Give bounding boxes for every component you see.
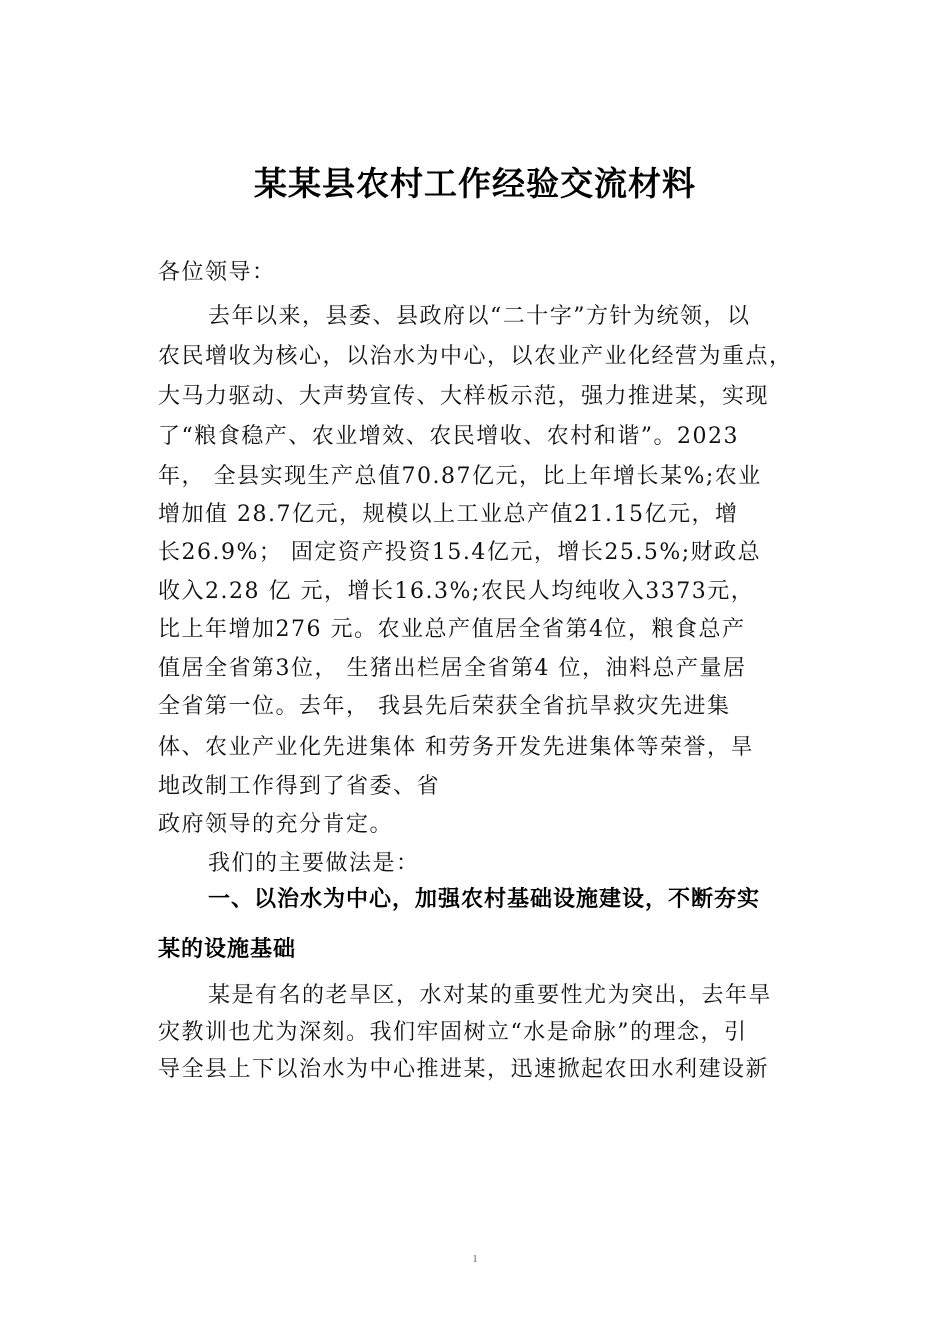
section-heading: 一、以治水为中心，加强农村基础设施建设，不断夯实 [208, 887, 761, 912]
paragraph-line: 农民增收为核心，以治水为中心，以农业产业化经营为重点， [158, 344, 793, 369]
section-heading: 某的设施基础 [158, 937, 297, 962]
paragraph-line: 政府领导的充分肯定。 [158, 812, 394, 837]
document-title: 某某县农村工作经验交流材料 [254, 164, 696, 203]
paragraph-line: 灾教训也尤为深刻。我们牢固树立“水是命脉”的理念，引 [158, 1020, 748, 1045]
intro-line: 我们的主要做法是： [208, 851, 420, 876]
paragraph-line: 增加值 28.7亿元，规模以上工业总产值21.15亿元，增 [158, 502, 739, 527]
paragraph-line: 比上年增加276 元。农业总产值居全省第4位，粮食总产 [158, 617, 746, 642]
paragraph-line: 值居全省第3位， 生猪出栏居全省第4 位，油料总产量居 [158, 656, 747, 681]
salutation: 各位领导： [158, 260, 276, 285]
paragraph-line: 全省第一位。去年， 我县先后荣获全省抗旱救灾先进集 [158, 694, 731, 719]
paragraph-line: 收入2.28 亿 元，增长16.3%;农民人均纯收入3373元， [158, 579, 755, 604]
paragraph-line: 去年以来，县委、县政府以“二十字”方针为统领，以 [208, 304, 751, 329]
paragraph-line: 年， 全县实现生产总值70.87亿元，比上年增长某%;农业 [158, 464, 762, 489]
paragraph-line: 地改制工作得到了省委、省 [158, 774, 441, 799]
page-number: 1 [472, 1254, 478, 1265]
paragraph-line: 体、农业产业化先进集体 和劳务开发先进集体等荣誉，旱 [158, 735, 754, 760]
paragraph-line: 某是有名的老旱区，水对某的重要性尤为突出，去年旱 [208, 983, 773, 1008]
paragraph-line: 导全县上下以治水为中心推进某，迅速掀起农田水利建设新 [158, 1057, 770, 1082]
paragraph-line: 长26.9%； 固定资产投资15.4亿元，增长25.5%;财政总 [158, 540, 762, 565]
paragraph-line: 了“粮食稳产、农业增效、农民增收、农村和谐”。2023 [158, 424, 739, 449]
paragraph-line: 大马力驱动、大声势宣传、大样板示范，强力推进某，实现 [158, 384, 770, 409]
